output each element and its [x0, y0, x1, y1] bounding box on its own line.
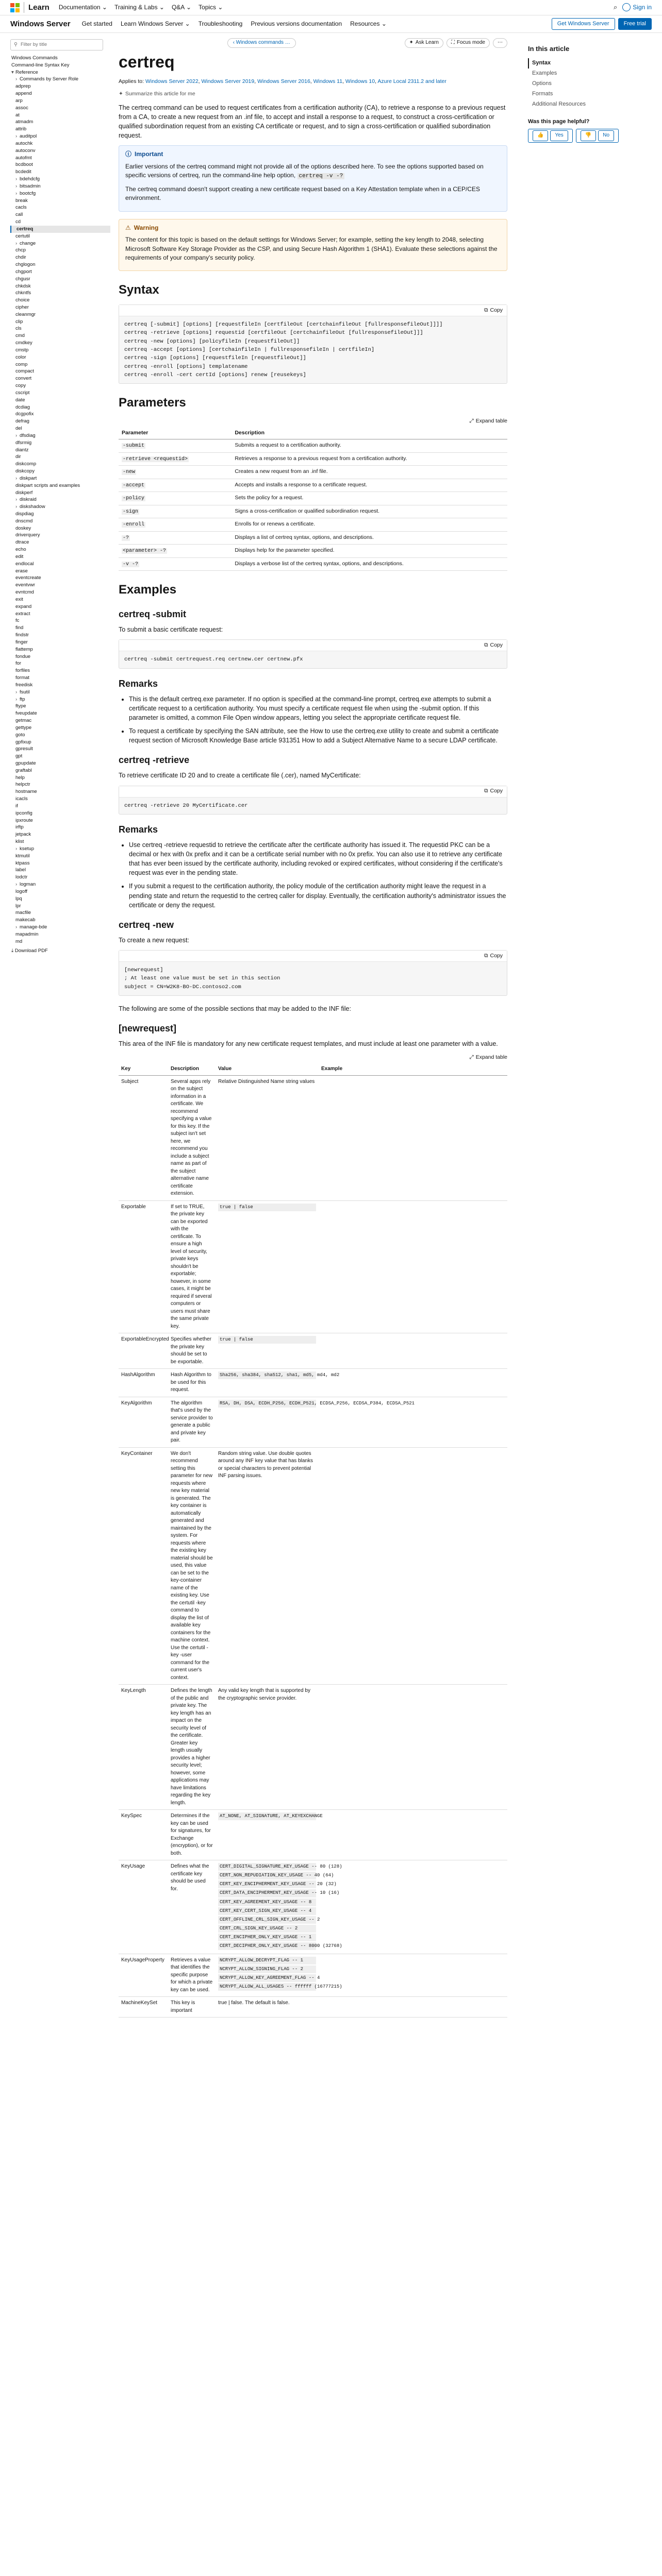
sidebar-item[interactable]: › ksetup — [15, 845, 34, 852]
sidebar-item[interactable]: fondue — [15, 653, 31, 659]
sidebar-item[interactable]: gpt — [15, 753, 23, 759]
table-row: -v -? Displays a verbose list of the certreq syntax, options, and descriptions. — [119, 557, 507, 571]
applies-to-link[interactable]: Azure Local 2311.2 and later — [377, 78, 446, 84]
table-row: KeyContainer We don't recommend setting this parameter for new requests where new key material is generated. The key container is automatically generated and maintained by the system. For requests where the existing key material should be used, this value can be set to the key-container name of the existing key. Use the certutil -key command to display the list of available key containers for the machine context. Use the certutil -key -user command for the current user's context. Random string value. Use double quotes around any INF key value that has blanks or special characters to prevent potential INF parsing issues. — [119, 1447, 507, 1685]
important-alert: ⓘ Important Earlier versions of the certreq command might not provide all of the options described here. To see the options supported based on specific versions of certreq, run the command-line help option, certreq -v -? The certreq command doesn't support creating a new certificate request based on a Key Attestation template when in a CEP/CES environment. — [119, 145, 507, 212]
sidebar-item[interactable]: getmac — [15, 718, 32, 724]
subnav-get-started[interactable]: Get started — [81, 20, 112, 27]
get-windows-server-button[interactable]: Get Windows Server — [552, 18, 615, 30]
table-row: -enroll Enrolls for or renews a certificate. — [119, 518, 507, 532]
search-icon[interactable]: ⌕ — [614, 3, 618, 11]
sidebar-item[interactable]: chkdsk — [15, 283, 31, 289]
sidebar-item[interactable]: cleanmgr — [15, 311, 36, 317]
column-header: Value — [216, 1063, 319, 1075]
applies-to: Applies to: Windows Server 2022, Windows Server 2019, Windows Server 2016, Windows 11, Windows 10, Azure Local 2311.2 and later — [119, 78, 446, 84]
sidebar-item[interactable]: makecab — [15, 917, 36, 923]
sidebar-item[interactable]: autoconv — [15, 147, 36, 154]
sidebar-item[interactable]: cscript — [15, 389, 30, 396]
info-icon: ⓘ — [125, 150, 132, 158]
parameters-table — [119, 427, 507, 571]
sidebar-item[interactable]: at — [15, 112, 20, 118]
sidebar-item[interactable]: echo — [15, 547, 26, 553]
sidebar-item[interactable]: ftype — [15, 703, 26, 709]
free-trial-button[interactable]: Free trial — [618, 18, 652, 30]
sidebar-item[interactable]: gpupdate — [15, 760, 36, 766]
sidebar-item[interactable]: date — [15, 397, 25, 403]
sidebar-item[interactable]: dnscmd — [15, 518, 33, 524]
sidebar-item[interactable]: mapadmin — [15, 931, 39, 937]
sidebar-item[interactable]: expand — [15, 603, 32, 609]
sidebar-item[interactable]: › diskpart — [15, 475, 37, 481]
breadcrumb[interactable]: ‹ Windows commands … — [227, 38, 296, 48]
copy-icon: ⧉ — [484, 788, 488, 794]
sidebar-item[interactable]: icacls — [15, 796, 28, 802]
sidebar-item[interactable]: dcdiag — [15, 404, 30, 410]
sidebar-item[interactable]: for — [15, 660, 22, 667]
sidebar-item[interactable]: bcdboot — [15, 162, 33, 168]
examples-heading: Examples — [119, 583, 177, 597]
more-options-button[interactable]: ⋯ — [493, 38, 507, 48]
sidebar-item[interactable]: › bootcfg — [15, 190, 36, 196]
sidebar-item[interactable]: chgport — [15, 268, 32, 275]
remarks-heading: Remarks — [119, 824, 158, 835]
expand-icon: ⤢ — [469, 417, 474, 424]
copy-icon: ⧉ — [484, 307, 488, 314]
table-row: -submit Submits a request to a certification authority. — [119, 439, 507, 453]
table-row: -retrieve <requestid> Retrieves a response to a previous request from a certification authority. — [119, 452, 507, 466]
column-header: Description — [231, 427, 507, 439]
sidebar-item[interactable]: goto — [15, 732, 25, 738]
summarize-link[interactable]: ✦ Summarize this article for me — [119, 90, 507, 98]
subnav-resources[interactable]: Resources ⌄ — [350, 20, 387, 27]
sidebar-item[interactable]: cacls — [15, 205, 27, 211]
sidebar-item[interactable]: driverquery — [15, 532, 40, 538]
sidebar-item[interactable]: clip — [15, 318, 23, 325]
sidebar-item[interactable]: dfsrmig — [15, 439, 32, 446]
sidebar-item[interactable]: macfile — [15, 910, 31, 916]
column-header: Parameter — [119, 427, 231, 439]
toc-list — [10, 55, 110, 945]
avatar-icon — [622, 3, 631, 11]
sidebar-item[interactable]: dir — [15, 454, 21, 460]
subnav-troubleshooting[interactable]: Troubleshooting — [198, 20, 243, 27]
sidebar-item[interactable]: help — [15, 774, 25, 781]
retrieve-heading: certreq -retrieve — [119, 755, 190, 766]
filter-icon: ⚲ — [14, 42, 18, 48]
sidebar-item[interactable]: freedisk — [15, 682, 33, 688]
sidebar-item[interactable]: choice — [15, 297, 30, 303]
sidebar-item[interactable]: compact — [15, 368, 34, 375]
nav-qa[interactable]: Q&A ⌄ — [171, 3, 192, 11]
chevron-icon: › — [15, 497, 18, 503]
sidebar-item[interactable]: dtrace — [15, 539, 29, 546]
sidebar-item[interactable]: › diskshadow — [15, 504, 45, 510]
table-row: KeyUsage Defines what the certificate key should be used for. CERT_DIGITAL_SIGNATURE_KEY_USAGE -- 80 (128) CERT_NON_REPUDIATION_KEY_USAGE -- 40 (64) CERT_KEY_ENCIPHERMENT_KEY_USAGE -- 20 (32) CERT_DATA_ENCIPHERMENT_KEY_USAGE -- 10 (16) CERT_KEY_AGREEMENT_KEY_USAGE -- 8 CERT_KEY_CERT_SIGN_KEY_USAGE -- 4 CERT_OFFLINE_CRL_SIGN_KEY_USAGE -- 2 CERT_CRL_SIGN_KEY_USAGE -- 2 CERT_ENCIPHER_ONLY_KEY_USAGE -- 1 CERT_DECIPHER_ONLY_KEY_USAGE -- 8000 (32768) — [119, 1860, 507, 1954]
sidebar-item[interactable]: chgusr — [15, 276, 30, 282]
copy-button[interactable]: ⧉ Copy — [484, 952, 503, 960]
table-row: KeyLength Defines the length of the public and private key. The key length has an impact on the security level of the certificate. Greater key length usually provides a higher security level; however, some applications may have limitations regarding the key length. Any valid key length that is supported by the cryptographic service provider. — [119, 1685, 507, 1810]
sidebar-item[interactable]: irftp — [15, 824, 24, 831]
expand-table-button[interactable]: ⤢ Expand table — [469, 1054, 507, 1061]
sparkle-icon: ✦ — [119, 90, 123, 97]
sidebar-item[interactable]: erase — [15, 568, 28, 574]
focus-icon: ⛶ — [451, 40, 455, 45]
sidebar-item[interactable]: lpr — [15, 903, 21, 909]
sidebar-item[interactable]: klist — [15, 839, 24, 845]
sidebar-item[interactable]: autochk — [15, 140, 33, 146]
chevron-icon: › — [15, 882, 18, 888]
sidebar-item[interactable]: cmdkey — [15, 340, 32, 346]
article: ‹ Windows commands … ✦ Ask Learn ⛶ Focus mode ⋯ certreq Applies to: Windows Server 2022, Windows Server 2019, Windows Server 2016, Windows 11, Windows 10, Azure Local 2311.2 and later ✦ Summarize this article for me The certreq command can be used to request certificates from a certification authority (CA), to retrieve a response to a previous request from a CA, to create a new request from an .inf file, to accept and install a response to a request, to construct a cross-certification or qualified subordination request from an existing CA certificate or request, and to sign a cross-certification or qualified subordination request. ⓘ Important Earlier versions of the certreq command might not provide all of the options described here. To see the options supported based on specific versions of certreq, run the command-line help option, certreq -v -? The certreq command doesn't support creating a new certificate request based on a Key Attestation template when in a CEP/CES environment. ⚠ Warning The content for this topic is based on the default settings for Windows Server; for example, setting the key length to 2048, selecting Microsoft Software Key Storage Provider as the CSP, and using Secure Hash Algorithm 1 (SHA1). Evaluate these selections against the requirements of your company's security policy. Syntax ⧉ Copy certreq [-submit] [options] [requestfileIn [certfileOut [certchainfileOut [fullresponsefileOut]]]] certreq -retrieve [options] requestid [certfileOut [certchainfileOut [fullresponsefileOut]]] certreq -new [options] [policyfileIn [requestfileOut]] certreq -accept [options] [certchainfileIn | fullresponsefileIn | certfileIn] certreq -sign [options] [requestfileIn [requestfileOut]] certreq -enroll [options] templatename certreq -enroll -cert certId [options] renew [reusekeys] Parameters ⤢ Expand table Parameter Description -submit Submits a request to a certification authority. -retrieve <requestid> Retrieves a response to a previous request from a certification authority. -new Creates a new request from an .inf file. -accept Accepts and installs a response to a certificate request. -policy Sets the policy for a request. -sign Signs a cross-certification or qualified subordination request. -enroll Enrolls for or renews a certificate. -? Displays a list of certreq syntax, options, and descriptions. <parameter> -? Displays help for the parameter specified. -v -? Displays a verbose list of the certreq syntax, options, and descriptions. Examples certreq -submit To submit a basic certificate request: ⧉ Copy certreq -submit certrequest.req certnew.cer certnew.pfx Remarks • This is the default certreq.exe parameter. If no option is specified at the command-line prompt, certreq.exe attempts to submit a certificate request to a certification authority. You must specify a certificate request file when using the -submit option. If this parameter is omitted, a common File Open window appears, letting you select the appropriate certificate request file. • To request a certificate by specifying the SAN attribute, see the How to use the certreq.exe utility to create and submit a certificate request section of Microsoft Knowledge Base article 931351 How to add a Subject Alternative Name to a secure LDAP certificate. certreq -retrieve To retrieve certificate ID 20 and to create a certificate file (.cer), named MyCertificate: ⧉ Copy certreq -retrieve 20 MyCertificate.cer Remarks • Use certreq -retrieve requestid to retrieve the certificate after the certificate authority has issued it. The requestid PKC can be a decimal or hex with 0x prefix and it can be a certificate serial number with no 0x prefix. You can also use it to retrieve any certificate that has ever been issued by the certificate authority, including revoked or expired certificates, without considering if the certificate's request was ever in the pending state. • If you submit a request to the certification authority, the policy module of the certification authority might leave the request in a pending state and return the requestid to the certreq caller for display. Eventually, the certification authority's administrator issues the certificate or deny the request. certreq -new To create a new request: ⧉ Copy [newrequest] ; At least one value must be set in this section subject = CN=W2K8-BO-DC.contoso2.com The following are some of the possible sections that may be added to the INF file: [newrequest] This area of the INF file is mandatory for any new certificate request templates, and must include at least one parameter with a value. ⤢ Expand table Key Description Value Example Subject Several apps rely on the subject information in a certificate. We recommend specifying a value for this key. If the subject isn't set here, we recommend you include a subject name as part of the subject alternative name certificate extension. Relative Distinguished Name string values Exportable If set to TRUE, the private key can be exported with the certificate. To ensure a high level of security, private keys shouldn't be exportable; however, in some cases, it might be required if several computers or users must share the same private key. true | false ExportableEncrypted Specifies whether the private key should be set to be exportable. true | false HashAlgorithm Hash Algorithm to be used for this request. Sha256, sha384, sha512, sha1, md5, md4, md2 KeyAlgorithm The algorithm that's used by the service provider to generate a public and private key pair. RSA, DH, DSA, ECDH_P256, ECDH_P521, ECDSA_P256, ECDSA_P384, ECDSA_P521 KeyContainer We don't recommend setting this parameter for new requests where new key material is generated. The key container is automatically generated and maintained by the system. For requests where the existing key material should be used, this value can be set to the key-container name of the existing key. Use the certutil -key command to display the list of available key containers for the machine context. Use the certutil -key -user command for the current user's context. Random string value. Use double quotes around any INF key value that has blanks or special characters to prevent potential INF parsing issues. KeyLength Defines the length of the public and private key. The key length has an impact on the security level of the certificate. Greater key length usually provides a higher security level; however, some applications may have limitations regarding the key length. Any valid key length that is supported by the cryptographic service provider. KeySpec Determines if the key can be used for signatures, for Exchange (encryption), or for both. AT_NONE, AT_SIGNATURE, AT_KEYEXCHANGE KeyUsage Defines what the certificate key should be used for. CERT_DIGITAL_SIGNATURE_KEY_USAGE -- 80 (128) CERT_NON_REPUDIATION_KEY_USAGE -- 40 (64) CERT_KEY_ENCIPHERMENT_KEY_USAGE -- 20 (32) CERT_DATA_ENCIPHERMENT_KEY_USAGE -- 10 (16) CERT_KEY_AGREEMENT_KEY_USAGE -- 8 CERT_KEY_CERT_SIGN_KEY_USAGE -- 4 CERT_OFFLINE_CRL_SIGN_KEY_USAGE -- 2 CERT_CRL_SIGN_KEY_USAGE -- 2 CERT_ENCIPHER_ONLY_KEY_USAGE -- 1 CERT_DECIPHER_ONLY_KEY_USAGE -- 8000 (32768) KeyUsageProperty Retrieves a value that identifies the specific purpose for which a private key can be used. NCRYPT_ALLOW_DECRYPT_FLAG -- 1 NCRYPT_ALLOW_SIGNING_FLAG -- 2 NCRYPT_ALLOW_KEY_AGREEMENT_FLAG -- 4 NCRYPT_ALLOW_ALL_USAGES -- ffffff (16777215) MachineKeySet This key is important true | false. The default is false. — [110, 33, 518, 2018]
sidebar-item[interactable]: append — [15, 91, 32, 97]
submit-heading: certreq -submit — [119, 609, 187, 620]
thumbs-up-icon: 👍 — [533, 130, 548, 141]
sidebar-item[interactable]: › manage-bde — [15, 924, 47, 930]
sidebar-item[interactable]: › auditpol — [15, 133, 37, 140]
sidebar-item[interactable]: edit — [15, 553, 24, 560]
table-row: KeyUsageProperty Retrieves a value that identifies the specific purpose for which a private key can be used. NCRYPT_ALLOW_DECRYPT_FLAG -- 1 NCRYPT_ALLOW_SIGNING_FLAG -- 2 NCRYPT_ALLOW_KEY_AGREEMENT_FLAG -- 4 NCRYPT_ALLOW_ALL_USAGES -- ffffff (16777215) — [119, 1954, 507, 1997]
download-pdf-link[interactable]: ⤓ Download PDF — [11, 947, 48, 954]
sidebar-item[interactable]: › Commands by Server Role — [15, 76, 79, 82]
focus-mode-button[interactable]: ⛶ Focus mode — [446, 38, 490, 48]
sidebar-item[interactable]: copy — [15, 383, 26, 389]
sidebar-item[interactable]: color — [15, 354, 26, 360]
product-title[interactable]: Windows Server — [10, 19, 71, 28]
sidebar-item[interactable]: ktmutil — [15, 853, 30, 859]
sidebar-item[interactable]: chkntfs — [15, 290, 31, 296]
chevron-icon: › — [15, 432, 18, 438]
ask-learn-button[interactable]: ✦ Ask Learn — [405, 38, 443, 48]
sidebar-item[interactable]: del — [15, 426, 22, 432]
sidebar-item[interactable]: label — [15, 867, 26, 873]
helpful-yes-button[interactable]: 👍 Yes — [528, 129, 573, 143]
sidebar-item[interactable]: bcdedit — [15, 169, 31, 175]
copy-button[interactable]: ⧉ Copy — [484, 787, 503, 795]
chevron-icon: › — [15, 176, 18, 182]
sidebar-item[interactable]: ktpass — [15, 860, 30, 866]
nav-training[interactable]: Training & Labs ⌄ — [114, 3, 164, 11]
learn-brand-link[interactable]: Learn — [24, 2, 49, 13]
chevron-icon: › — [15, 183, 18, 189]
chevron-icon: › — [15, 475, 18, 481]
sidebar-item[interactable]: doskey — [15, 525, 31, 531]
sidebar-item[interactable]: find — [15, 625, 24, 631]
sidebar-item[interactable]: Command-line Syntax Key — [11, 62, 70, 68]
sidebar-item[interactable]: cls — [15, 326, 22, 332]
applies-to-link[interactable]: Windows Server 2016 — [257, 78, 310, 84]
sidebar-item[interactable]: cmstp — [15, 347, 29, 353]
table-row: Exportable If set to TRUE, the private key can be exported with the certificate. To ensure a high level of security, private keys shouldn't be exportable; however, in some cases, it might be required if several computers or users must share the same private key. true | false — [119, 1200, 507, 1333]
in-article-link[interactable]: Syntax — [528, 58, 652, 69]
sidebar-item[interactable]: chglogon — [15, 262, 36, 268]
sidebar-item[interactable]: › ftp — [15, 696, 25, 702]
sidebar-item[interactable]: flattemp — [15, 646, 33, 652]
sidebar-item[interactable]: atmadm — [15, 119, 34, 125]
sidebar-item[interactable]: assoc — [15, 105, 28, 111]
sidebar-item[interactable]: endlocal — [15, 561, 34, 567]
in-article-link[interactable]: Additional Resources — [532, 100, 586, 107]
parameters-heading: Parameters — [119, 396, 186, 410]
new-heading: certreq -new — [119, 919, 174, 930]
sidebar-item[interactable]: defrag — [15, 418, 29, 425]
sidebar-item[interactable]: chdir — [15, 255, 26, 261]
global-header — [0, 0, 662, 15]
sidebar-item[interactable]: ipxroute — [15, 817, 33, 823]
sidebar-item[interactable]: › bdehdcfg — [15, 176, 40, 182]
chevron-icon: › — [15, 845, 18, 852]
sidebar-item[interactable]: break — [15, 197, 28, 204]
column-header: Key — [119, 1063, 168, 1075]
copy-button[interactable]: ⧉ Copy — [484, 307, 503, 314]
sidebar-item[interactable]: gettype — [15, 724, 32, 731]
warning-icon: ⚠ — [125, 224, 131, 231]
intro-paragraph: The certreq command can be used to request certificates from a certification authority (CA), to retrieve a response to a previous request from a CA, to create a new request from an .inf file, to accept and install a response to a request, to construct a cross-certification or qualified subordination request from an existing CA certificate or request, and to sign a cross-certification or qualified subordination request. — [119, 104, 506, 140]
sidebar-item[interactable]: › dfsdiag — [15, 432, 36, 438]
column-header: Description — [168, 1063, 216, 1075]
in-article-link[interactable]: Examples — [532, 70, 557, 76]
sidebar-item[interactable]: format — [15, 675, 29, 681]
sidebar-item[interactable]: arp — [15, 97, 23, 104]
sidebar-item[interactable]: forfiles — [15, 668, 30, 674]
sidebar-item[interactable]: ipconfig — [15, 810, 32, 816]
table-row: MachineKeySet This key is important true | false. The default is false. — [119, 1997, 507, 2018]
helpful-no-button[interactable]: 👎 No — [576, 129, 619, 143]
chevron-icon: › — [15, 133, 18, 140]
syntax-code: certreq [-submit] [options] [requestfileIn [certfileOut [certchainfileOut [fullresponsefileOut]]]] certreq -retrieve [options] requestid [certfileOut [certchainfileOut [fullresponsefileOut]]] certreq -new [options] [policyfileIn [requestfileOut]] certreq -accept [options] [certchainfileIn | fullresponsefileIn | certfileIn] certreq -sign [options] [requestfileIn [requestfileOut]] certreq -enroll [options] templatename certreq -enroll -cert certId [options] renew [reusekeys] — [124, 321, 443, 378]
sidebar-item[interactable]: dispdiag — [15, 511, 34, 517]
table-row: <parameter> -? Displays help for the parameter specified. — [119, 545, 507, 558]
sidebar-item[interactable]: gpfixup — [15, 739, 31, 745]
sidebar-item[interactable]: Windows Commands — [11, 55, 58, 61]
chevron-icon: › — [15, 76, 18, 82]
sidebar-item[interactable]: eventvwr — [15, 582, 36, 588]
sidebar-item[interactable]: extract — [15, 611, 30, 617]
sidebar-item[interactable]: comp — [15, 361, 28, 367]
sidebar-item[interactable]: › bitsadmin — [15, 183, 41, 189]
sidebar-item[interactable]: › diskraid — [15, 497, 37, 503]
applies-to-link[interactable]: Windows Server 2022 — [145, 78, 198, 84]
sidebar-item[interactable]: exit — [15, 596, 23, 602]
sidebar-item[interactable]: diskcopy — [15, 468, 35, 474]
sidebar-item[interactable]: dcgpofix — [15, 411, 34, 417]
chevron-icon: ▾ — [11, 69, 14, 75]
sidebar-item[interactable]: lpq — [15, 895, 22, 902]
sign-in-link[interactable]: Sign in — [622, 3, 652, 12]
sidebar-item[interactable]: chcp — [15, 247, 26, 253]
sidebar-item[interactable]: finger — [15, 639, 28, 645]
retrieve-code-block: ⧉ Copy certreq -retrieve 20 MyCertificate.cer — [119, 786, 507, 815]
table-row: KeyAlgorithm The algorithm that's used by the service provider to generate a public and private key pair. RSA, DH, DSA, ECDH_P256, ECDH_P521, ECDSA_P256, ECDSA_P384, ECDSA_P521 — [119, 1397, 507, 1447]
breadcrumb-row — [119, 38, 507, 48]
sidebar-item[interactable]: › change — [15, 240, 36, 246]
copy-icon: ⧉ — [484, 642, 488, 649]
microsoft-logo-icon[interactable] — [10, 3, 20, 12]
sidebar-item[interactable]: graftabl — [15, 767, 32, 773]
sidebar-item[interactable]: adprep — [15, 83, 31, 90]
sidebar-item[interactable]: cmd — [15, 333, 25, 339]
syntax-heading: Syntax — [119, 283, 159, 297]
sparkle-icon: ✦ — [409, 40, 413, 45]
sidebar-item[interactable]: diskpart scripts and examples — [15, 482, 80, 488]
sidebar-item[interactable]: ▾ Reference — [11, 69, 38, 75]
sidebar-item[interactable]: › logman — [15, 882, 36, 888]
table-row: -policy Sets the policy for a request. — [119, 492, 507, 505]
column-header: Example — [319, 1063, 507, 1075]
filter-input[interactable]: ⚲ Filter by title — [10, 39, 103, 50]
table-row: -? Displays a list of certreq syntax, options, and descriptions. — [119, 531, 507, 545]
sidebar-item[interactable]: › fsutil — [15, 689, 30, 695]
expand-icon: ⤢ — [469, 1054, 474, 1061]
sidebar-item[interactable]: fveupdate — [15, 710, 37, 717]
sidebar-item[interactable]: if — [15, 803, 18, 809]
applies-to-link[interactable]: Windows 11 — [313, 78, 343, 84]
applies-to-link[interactable]: Windows 10 — [345, 78, 375, 84]
sidebar-item[interactable]: findstr — [15, 632, 29, 638]
applies-to-link[interactable]: Windows Server 2019 — [201, 78, 255, 84]
syntax-code-block — [119, 304, 507, 384]
copy-icon: ⧉ — [484, 952, 488, 959]
retrieve-remarks: • Use certreq -retrieve requestid to retrieve the certificate after the certificate authority has issued it. The requestid PKC can be a decimal or hex with 0x prefix and it can be a certificate serial number with no 0x prefix. You can also use it to retrieve any certificate that has ever been issued by the certificate authority, including revoked or expired certificates, without considering if the certificate's request was ever in the pending state. • If you submit a request to the certification authority, the policy module of the certification authority might leave the request in a pending state and return the requestid to the certreq caller for display. Eventually, the certification authority's administrator issues the certificate or deny the request. — [119, 840, 507, 910]
in-article-link[interactable]: Options — [532, 80, 552, 87]
sidebar-item[interactable]: gpresult — [15, 746, 33, 752]
sidebar-item[interactable]: autofmt — [15, 155, 32, 161]
sidebar-item[interactable]: eventcreate — [15, 575, 41, 581]
nav-documentation[interactable]: Documentation ⌄ — [58, 3, 107, 11]
remarks-heading: Remarks — [119, 678, 158, 689]
in-this-article: In this article Syntax Examples Options Formats Additional Resources Was this page helpful? 👍 Yes 👎 No — [518, 33, 652, 2018]
page-title: certreq — [119, 52, 175, 71]
sidebar-item[interactable]: diskperf — [15, 489, 33, 496]
chevron-icon: › — [15, 190, 18, 196]
new-code-block: ⧉ Copy [newrequest] ; At least one value must be set in this section subject = CN=W2K8-BO-DC.contoso2.com — [119, 950, 507, 996]
thumbs-down-icon: 👎 — [581, 130, 596, 141]
sidebar-item[interactable]: certutil — [15, 233, 30, 239]
sidebar-item[interactable]: diskcomp — [15, 461, 37, 467]
copy-button[interactable]: ⧉ Copy — [484, 641, 503, 649]
sidebar-item[interactable]: md — [15, 938, 23, 944]
sidebar-item[interactable]: certreq — [10, 226, 110, 233]
table-row: -new Creates a new request from an .inf file. — [119, 466, 507, 479]
table-row: HashAlgorithm Hash Algorithm to be used for this request. Sha256, sha384, sha512, sha1, md5, md4, md2 — [119, 1369, 507, 1397]
sidebar-item[interactable]: attrib — [15, 126, 27, 132]
submit-code-block: ⧉ Copy certreq -submit certrequest.req certnew.cer certnew.pfx — [119, 639, 507, 668]
table-row: Subject Several apps rely on the subject information in a certificate. We recommend specifying a value for this key. If the subject isn't set here, we recommend you include a subject name as part of the subject alternative name certificate extension. Relative Distinguished Name string values — [119, 1075, 507, 1200]
warning-alert: ⚠ Warning The content for this topic is based on the default settings for Windows Server; for example, setting the key length to 2048, selecting Microsoft Software Key Storage Provider as the CSP, and using Secure Hash Algorithm 1 (SHA1). Evaluate these selections against the requirements of your company's security policy. — [119, 219, 507, 272]
product-header — [0, 15, 662, 33]
sidebar-item[interactable]: cd — [15, 219, 21, 225]
sidebar-item[interactable]: evntcmd — [15, 589, 34, 596]
sidebar-item[interactable]: cipher — [15, 304, 29, 310]
subnav-learn[interactable]: Learn Windows Server ⌄ — [120, 20, 190, 27]
sidebar-item[interactable]: diantz — [15, 447, 29, 453]
sidebar-item[interactable]: fc — [15, 618, 20, 624]
subnav-previous-versions[interactable]: Previous versions documentation — [251, 20, 342, 27]
sidebar-item[interactable]: helpctr — [15, 782, 30, 788]
chevron-icon: › — [15, 696, 18, 702]
table-of-contents — [0, 33, 110, 2018]
table-row: -accept Accepts and installs a response to a certificate request. — [119, 479, 507, 492]
chevron-icon: › — [15, 924, 18, 930]
nav-topics[interactable]: Topics ⌄ — [198, 3, 223, 11]
expand-table-button[interactable]: ⤢ Expand table — [469, 417, 507, 425]
sidebar-item[interactable]: hostname — [15, 789, 37, 795]
table-row: -sign Signs a cross-certification or qualified subordination request. — [119, 505, 507, 518]
newrequest-keys-table — [119, 1063, 507, 2018]
submit-remarks: • This is the default certreq.exe parameter. If no option is specified at the command-line prompt, certreq.exe attempts to submit a certificate request to a certification authority. You must specify a certificate request file when using the -submit option. If this parameter is omitted, a common File Open window appears, letting you select the appropriate certificate request file. • To request a certificate by specifying the SAN attribute, see the How to use the certreq.exe utility to create and submit a certificate request section of Microsoft Knowledge Base article 931351 How to add a Subject Alternative Name to a secure LDAP certificate. — [119, 694, 507, 745]
chevron-icon: › — [15, 689, 18, 695]
sidebar-item[interactable]: lodctr — [15, 874, 28, 880]
newrequest-heading: [newrequest] — [119, 1023, 177, 1033]
sidebar-item[interactable]: convert — [15, 376, 32, 382]
sidebar-item[interactable]: jetpack — [15, 832, 31, 838]
table-row: ExportableEncrypted Specifies whether the private key should be set to be exportable. true | false — [119, 1333, 507, 1369]
sidebar-item[interactable]: call — [15, 212, 23, 218]
chevron-icon: › — [15, 504, 18, 510]
chevron-icon: › — [15, 240, 18, 246]
table-row: KeySpec Determines if the key can be used for signatures, for Exchange (encryption), or for both. AT_NONE, AT_SIGNATURE, AT_KEYEXCHANGE — [119, 1810, 507, 1860]
sidebar-item[interactable]: logoff — [15, 888, 28, 894]
in-article-link[interactable]: Formats — [532, 90, 553, 97]
